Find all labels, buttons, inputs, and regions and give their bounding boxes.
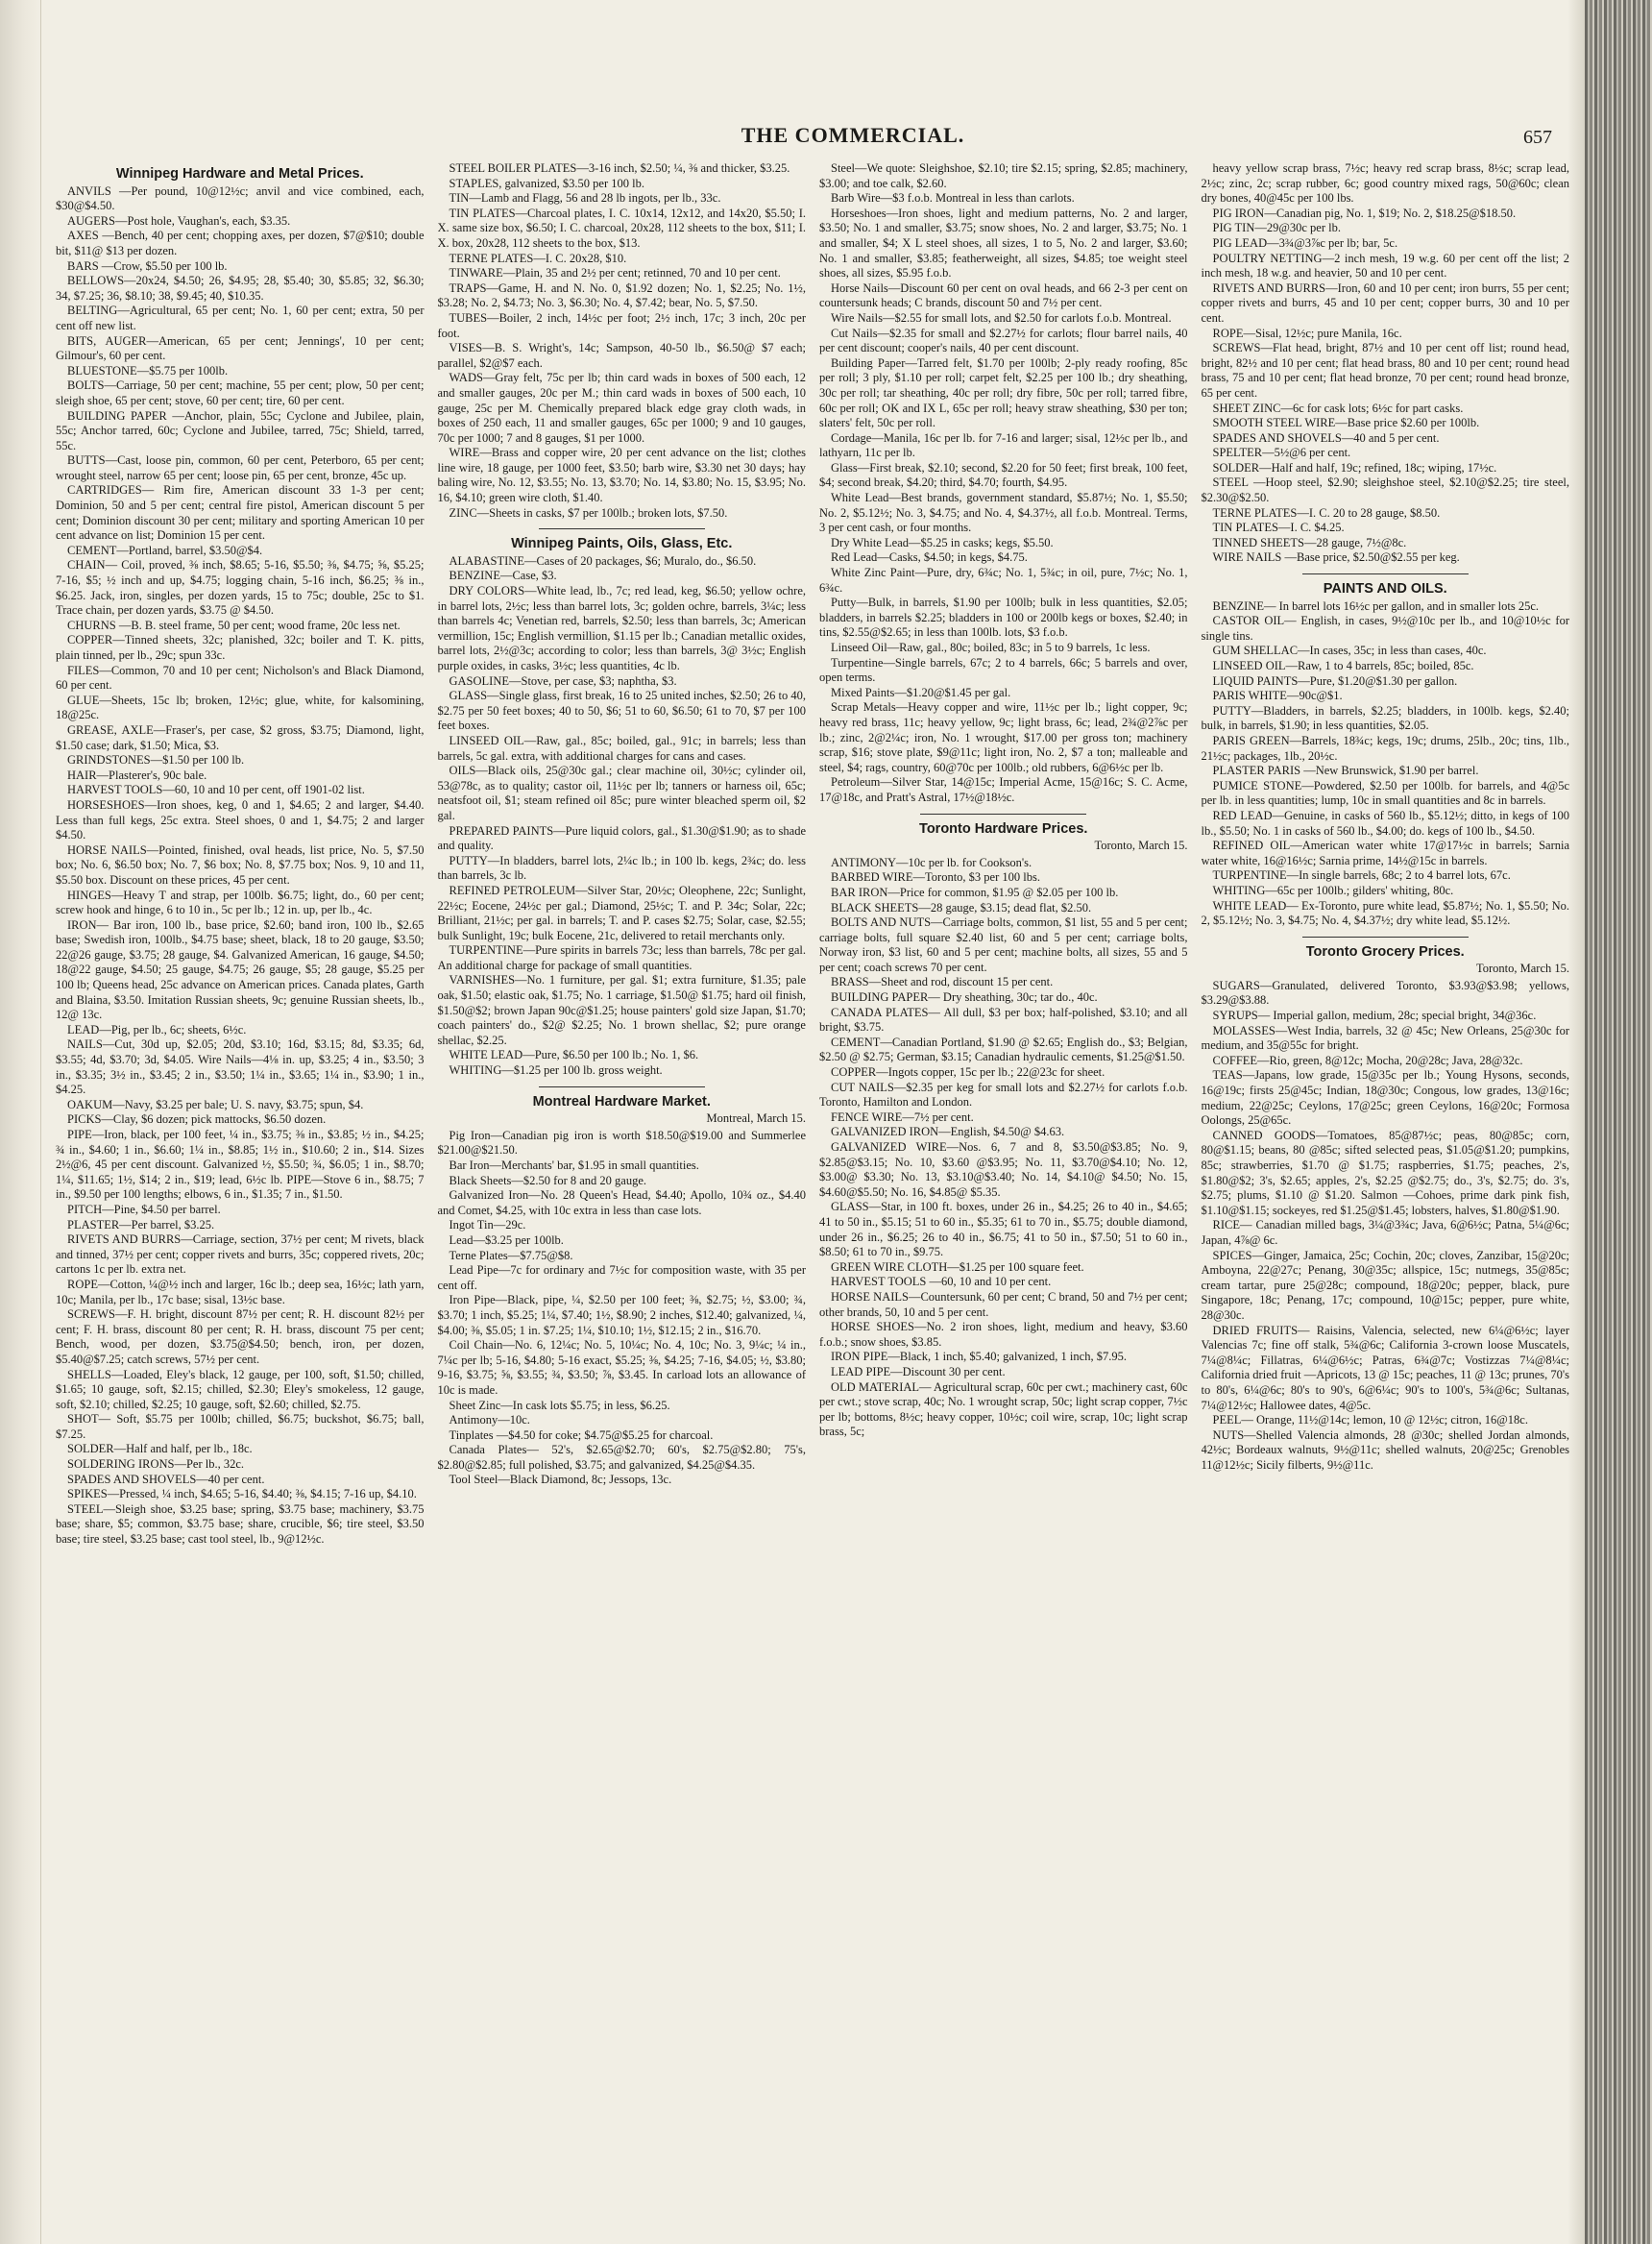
price-entry: BELLOWS—20x24, $4.50; 26, $4.95; 28, $5.40; 30, $5.85; 32, $6.30; 34, $7.25; 36, $8.10; 38, $9.45; 40, $10.35. xyxy=(56,274,425,303)
price-entry: Tinplates —$4.50 for coke; $4.75@$5.25 for charcoal. xyxy=(449,1427,714,1442)
price-entry: Canada Plates— 52's, $2.65@$2.70; 60's, $2.75@$2.80; 75's, $2.80@$2.85; full polished, $3.75; and galvanized, $4.25@$4.35. xyxy=(437,1443,806,1472)
page-gutter-shadow xyxy=(1567,0,1585,2244)
price-entry: WHITING—$1.25 per 100 lb. gross weight. xyxy=(449,1063,663,1078)
section-heading: Winnipeg Hardware and Metal Prices. xyxy=(115,166,364,182)
price-entry: WADS—Gray felt, 75c per lb; thin card wads in boxes of 500 each, 12 and smaller gauges, 20c per M.; thin card wads in boxes of 500 each, 10 gauge, 25c per M. Chemically prepared black edge gray cloth wads, in boxes of 250 each, 11 and smaller gauges, 65c per 1000; 9 and 10 gauges, 70c per 1000; 7 and 8 gauges, $1 per 1000. xyxy=(437,371,806,445)
price-entry: RED LEAD—Genuine, in casks of 560 lb., $5.12½; ditto, in kegs of 100 lb., $5.50; No. 1 in casks of 560 lb., $4.00; do. kegs of 100 lb., $4.50. xyxy=(1201,808,1569,838)
price-entry: PEEL— Orange, 11½@14c; lemon, 10 @ 12½c; citron, 16@18c. xyxy=(1212,1413,1528,1427)
price-entry: Coil Chain—No. 6, 12¼c; No. 5, 10¼c; No. 4, 10c; No. 3, 9¼c; ¼ in., 7¼c per lb; 5-16, $4.80; 5-16 exact, $5.25; ⅜, $4.25; 7-16, $4.05; ½, $3.80; 9-16, $3.75; ⅝, $3.55; ¾, $3.50; ⅞, $3.45. In carload lots an allowance of 10c is made. xyxy=(437,1338,806,1397)
column-3 xyxy=(819,161,1188,2217)
price-entry: GREASE, AXLE—Fraser's, per case, $2 gross, $3.75; Diamond, light, $1.50 case; dark, $1.50; Mica, $3. xyxy=(56,722,425,752)
price-entry: BOLTS AND NUTS—Carriage bolts, common, $1 list, 55 and 5 per cent; carriage bolts, full square $2.40 list, 60 and 5 per cent; carriage bolts, Norway iron, $3 list, 60 and 5 per cent; machine bolts, all sizes, 55 and 5 per cent; coach screws 70 per cent. xyxy=(819,915,1188,974)
price-entry: Steel—We quote: Sleighshoe, $2.10; tire $2.15; spring, $2.85; machinery, $3.00; and toe calk, $2.60. xyxy=(819,161,1188,190)
section-divider xyxy=(539,1086,705,1087)
page-title: THE COMMERCIAL. xyxy=(741,123,965,147)
price-entry: PIG TIN—29@30c per lb. xyxy=(1212,221,1341,235)
price-entry: TUBES—Boiler, 2 inch, 14½c per foot; 2½ inch, 17c; 3 inch, 20c per foot. xyxy=(437,310,806,340)
price-entry: IRON— Bar iron, 100 lb., base price, $2.60; band iron, 100 lb., $2.65 base; Swedish iron, 100lb., $4.75 base; sheet, black, 18 to 20 gauge, $3.50; 22@26 gauge, $3.75; 28 gauge, $4. Galvanized American, 16 gauge, $4.50; 18@22 gauge, $4.50; 25 gauge, $4.75; 26 gauge, $5; 28 gauge, $5.25 per 100 lb; Queens head, 25c advance on American prices. Canada plates, Garth and Blaina, $3.50. Imitation Russian sheets, 9c; genuine Russian sheets, lb., 12@ 13c. xyxy=(56,917,425,1022)
price-entry: RIVETS AND BURRS—Carriage, section, 37½ per cent; M rivets, black and tinned, 37½ per cent; copper rivets and burrs, 35c; coppered rivets, 20c; cartons 1c per lb. extra net. xyxy=(56,1232,425,1277)
price-entry: SPELTER—5½@6 per cent. xyxy=(1212,446,1351,460)
price-entry: Iron Pipe—Black, pipe, ¼, $2.50 per 100 feet; ⅜, $2.75; ½, $3.00; ¾, $3.70; 1 inch, $5.25; 1¼, $7.40; 1½, $8.90; 2 inches, $12.40; galvanized, ¼, $4.00; ⅜, $5.05; 1 in. $7.25; 1¼, $10.10; 1½, $12.15; 2 in., $16.70. xyxy=(437,1293,806,1337)
price-entry: SHEET ZINC—6c for cask lots; 6½c for part casks. xyxy=(1212,401,1464,415)
price-entry: Petroleum—Silver Star, 14@15c; Imperial Acme, 15@16c; S. C. Acme, 17@18c, and Pratt's Astral, 17½@18½c. xyxy=(819,775,1188,804)
price-entry: GLUE—Sheets, 15c lb; broken, 12½c; glue, white, for kalsomining, 18@25c. xyxy=(56,693,425,722)
price-entry: GALVANIZED IRON—English, $4.50@ $4.63. xyxy=(831,1125,1065,1139)
price-entry: RIVETS AND BURRS—Iron, 60 and 10 per cent; iron burrs, 55 per cent; copper rivets and burrs, 45 and 10 per cent; copper burrs, 30 and 10 per cent. xyxy=(1201,280,1569,325)
price-entry: BUILDING PAPER —Anchor, plain, 55c; Cyclone and Jubilee, plain, 55c; Anchor tarred, 60c; Cyclone and Jubilee, tarred, 75c; Shield, tarred, 55c. xyxy=(56,408,425,452)
price-entry: Red Lead—Casks, $4.50; in kegs, $4.75. xyxy=(831,550,1028,565)
price-entry: SHELLS—Loaded, Eley's black, 12 gauge, per 100, soft, $1.50; chilled, $1.65; 10 gauge, soft, $2.15; chilled, $2.30; Eley's smokeless, 12 gauge, soft, $2.10; chilled, $2.25; 10 gauge, soft, $2.60; chilled, $2.75. xyxy=(56,1367,425,1411)
price-entry: Lead—$3.25 per 100lb. xyxy=(449,1232,564,1247)
price-entry: PARIS GREEN—Barrels, 18¾c; kegs, 19c; drums, 25lb., 20c; tins, 1lb., 21½c; packages, 1lb., 20½c. xyxy=(1201,733,1569,763)
price-entry: PREPARED PAINTS—Pure liquid colors, gal., $1.30@$1.90; as to shade and quality. xyxy=(437,823,806,853)
price-entry: Dry White Lead—$5.25 in casks; kegs, $5.50. xyxy=(831,535,1054,549)
price-entry: AXES —Bench, 40 per cent; chopping axes, per dozen, $7@$10; double bit, $11@ $13 per dozen. xyxy=(56,229,425,257)
price-entry: CUT NAILS—$2.35 per keg for small lots and $2.27½ for carlots f.o.b. Toronto, Hamilton and London. xyxy=(819,1080,1188,1110)
price-entry: Lead Pipe—7c for ordinary and 7½c for composition waste, with 35 per cent off. xyxy=(437,1263,806,1292)
price-entry: CHURNS —B. B. steel frame, 50 per cent; wood frame, 20c less net. xyxy=(67,618,401,632)
price-entry: Black Sheets—$2.50 for 8 and 20 gauge. xyxy=(449,1173,647,1187)
price-entry: PIPE—Iron, black, per 100 feet, ¼ in., $3.75; ⅜ in., $3.85; ½ in., $4.25; ¾ in., $4.60; 1 in., $6.60; 1¼ in., $8.85; 1½ in., $10.60; 2 in., $14. Sizes 2½@6, 45 per cent discount. Galvanized ½, $5.50; ¾, $6.05; 1 in., $8.70; 1¼, $11.65; 1½, $14; 2 in., $19; lead, 6½c lb. PIPE—Stove 6 in., $8.75; 7 in., $9.50 per 100 lengths; elbows, 6 in., $1.35; 7 in., $1.50. xyxy=(56,1128,425,1202)
price-entry: TRAPS—Game, H. and N. No. 0, $1.92 dozen; No. 1, $2.25; No. 1½, $3.28; No. 2, $4.73; No. 3, $6.30; No. 4, $7.42; bear, No. 5, $7.50. xyxy=(437,280,806,310)
price-entry: PLASTER PARIS —New Brunswick, $1.90 per barrel. xyxy=(1212,764,1479,778)
price-entry: Terne Plates—$7.75@$8. xyxy=(449,1248,573,1262)
price-entry: REFINED OIL—American water white 17@17½c in barrels; Sarnia water white, 16@16½c; Sarnia prime, 14½@15c in barrels. xyxy=(1201,839,1569,867)
price-entry: ALABASTINE—Cases of 20 packages, $6; Muralo, do., $6.50. xyxy=(449,553,757,568)
price-entry: SPICES—Ginger, Jamaica, 25c; Cochin, 20c; cloves, Zanzibar, 15@20c; Amboyna, 22@27c; Penang, 30@35c; allspice, 15c; nutmegs, 35@85c; cream tartar, pure 25@28c; compound, 18@20c; pepper, black, pure Singapore, 18c; Penang, 17c; compound, 10@15c; pepper, pure white, 28@30c. xyxy=(1201,1248,1569,1322)
price-entry: PUTTY—In bladders, barrel lots, 2¼c lb.; in 100 lb. kegs, 2¾c; do. less than barrels, 3c lb. xyxy=(437,853,806,883)
price-entry: MOLASSES—West India, barrels, 32 @ 45c; New Orleans, 25@30c for medium, and 35@55c for bright. xyxy=(1201,1023,1569,1053)
price-entry: NAILS—Cut, 30d up, $2.05; 20d, $3.10; 16d, $3.15; 8d, $3.35; 6d, $3.55; 4d, $3.70; 3d, $4.05. Wire Nails—4⅛ in. up, $3.25; 4 in., $3.50; 3 in., $3.35; 3½ in., $3.45; 2 in., $3.50; 1¼ in., $3.65; 1¼ in., $3.90; 1 in., $4.25. xyxy=(56,1037,425,1097)
price-entry: BLACK SHEETS—28 gauge, $3.15; dead flat, $2.50. xyxy=(831,900,1092,915)
price-entry: GASOLINE—Stove, per case, $3; naphtha, $3. xyxy=(449,673,677,688)
price-entry: TERNE PLATES—I. C. 20x28, $10. xyxy=(449,251,627,265)
dateline: Montreal, March 15. xyxy=(706,1111,806,1126)
column-2 xyxy=(438,161,807,2217)
price-entry: SPADES AND SHOVELS—40 per cent. xyxy=(67,1472,265,1486)
price-entry: SPADES AND SHOVELS—40 and 5 per cent. xyxy=(1212,430,1440,445)
section-divider xyxy=(1302,937,1469,938)
price-entry: SOLDERING IRONS—Per lb., 32c. xyxy=(67,1457,245,1472)
price-entry: CARTRIDGES— Rim fire, American discount 33 1-3 per cent; Dominion, 50 and 5 per cent; central fire pistol, American discount 5 per cent; Dominion discount 30 per cent; military and sporting American 10 per cent advance on list; Dominion 15 per cent. xyxy=(56,483,425,543)
price-entry: Mixed Paints—$1.20@$1.45 per gal. xyxy=(831,685,1011,699)
price-entry: STEEL—Sleigh shoe, $3.25 base; spring, $3.75 base; machinery, $3.75 base; share, $5; common, $3.75 base; share, crucible, $6; tire steel, $3.50 base; tire steel, $3.25 base; cast tool steel, lb., 9@12½c. xyxy=(56,1501,425,1547)
price-entry: BENZINE— In barrel lots 16½c per gallon, and in smaller lots 25c. xyxy=(1212,598,1540,613)
price-entry: OLD MATERIAL— Agricultural scrap, 60c per cwt.; machinery cast, 60c per cwt.; stove scrap, 40c; No. 1 wrought scrap, 50c; light scrap copper, 7½c per lb; bottoms, 8½c; heavy copper, 10½c; coil wire, scrap, 10c; light scrap brass, 5c; xyxy=(819,1379,1188,1439)
price-entry: SYRUPS— Imperial gallon, medium, 28c; special bright, 34@36c. xyxy=(1212,1009,1537,1023)
section-divider xyxy=(1302,573,1469,574)
price-entry: BENZINE—Case, $3. xyxy=(449,569,557,583)
price-entry: VARNISHES—No. 1 furniture, per gal. $1; extra furniture, $1.35; pale oak, $1.50; elastic oak, $1.75; No. 1 carriage, $1.50@ $1.75; hard oil finish, $1.50@$2; brown Japan 90c@$1.25; house painters' gold size Japan, $1.70; coach painters' do., $2@ $2.25; No. 1 brown shellac, $2; pure orange shellac, $2.25. xyxy=(437,973,806,1047)
price-entry: NUTS—Shelled Valencia almonds, 28 @30c; shelled Jordan almonds, 42½c; Bordeaux walnuts, 9½@11c; shelled walnuts, 20@25c; Grenobles 11@12½c; Sicily filberts, 9½@11c. xyxy=(1201,1427,1569,1472)
price-entry: Barb Wire—$3 f.o.b. Montreal in less than carlots. xyxy=(831,191,1075,206)
price-entry: CASTOR OIL— English, in cases, 9½@10c per lb., and 10@10½c for single tins. xyxy=(1201,614,1569,643)
book-edge xyxy=(1585,0,1652,2244)
price-entry: LEAD PIPE—Discount 30 per cent. xyxy=(831,1364,1006,1378)
price-entry: GLASS—Single glass, first break, 16 to 25 united inches, $2.50; 26 to 40, $2.75 per 50 feet boxes; 40 to 50, $6; 51 to 60, $6.50; 61 to 70, $7 per 100 feet boxes. xyxy=(437,689,806,733)
price-entry: Linseed Oil—Raw, gal., 80c; boiled, 83c; in 5 to 9 barrels, 1c less. xyxy=(831,641,1151,654)
price-entry: BUTTS—Cast, loose pin, common, 60 per cent, Peterboro, 65 per cent; wrought steel, narrow 65 per cent; loose pin, 65 per cent, bronze, 45c up. xyxy=(56,453,425,482)
price-entry: COPPER—Tinned sheets, 32c; planished, 32c; boiler and T. K. pitts, plain tinned, per lb., 29c; spun 33c. xyxy=(56,633,425,662)
price-entry: Pig Iron—Canadian pig iron is worth $18.50@$19.00 and Summerlee $21.00@$21.50. xyxy=(437,1128,806,1158)
price-entry: VISES—B. S. Wright's, 14c; Sampson, 40-50 lb., $6.50@ $7 each; parallel, $2@$7 each. xyxy=(437,341,806,370)
price-entry: LINSEED OIL—Raw, 1 to 4 barrels, 85c; boiled, 85c. xyxy=(1212,659,1474,672)
price-entry: Cut Nails—$2.35 for small and $2.27½ for carlots; flour barrel nails, 40 per cent discount; cooper's nails, 40 per cent discount. xyxy=(819,326,1188,355)
price-entry: ANTIMONY—10c per lb. for Cookson's. xyxy=(831,855,1032,869)
price-entry: SHOT— Soft, $5.75 per 100lb; chilled, $6.75; buckshot, $6.75; ball, $7.25. xyxy=(56,1412,425,1441)
price-entry: GREEN WIRE CLOTH—$1.25 per 100 square feet. xyxy=(831,1259,1084,1274)
dateline: Toronto, March 15. xyxy=(1094,839,1188,853)
price-entry: TURPENTINE—In single barrels, 68c; 2 to 4 barrel lots, 67c. xyxy=(1212,868,1511,883)
price-entry: HARVEST TOOLS—60, 10 and 10 per cent, off 1901-02 list. xyxy=(67,783,365,797)
price-entry: TIN PLATES—Charcoal plates, I. C. 10x14, 12x12, and 14x20, $5.50; I. X. same size box, $6.50; I. C. charcoal, 20x28, 112 sheets to the box, $11; I. X. box, 20x28, 112 sheets to the box, $13. xyxy=(437,206,806,250)
section-heading: Toronto Hardware Prices. xyxy=(919,820,1088,837)
price-entry: BITS, AUGER—American, 65 per cent; Jennings', 10 per cent; Gilmour's, 60 per cent. xyxy=(56,333,425,363)
price-entry: BUILDING PAPER— Dry sheathing, 30c; tar do., 40c. xyxy=(831,990,1098,1005)
price-entry: HORSE SHOES—No. 2 iron shoes, light, medium and heavy, $3.60 f.o.b.; snow shoes, $3.85. xyxy=(819,1320,1188,1349)
column-1 xyxy=(56,161,425,2217)
page-number: 657 xyxy=(1523,127,1552,148)
price-entry: SPIKES—Pressed, ¼ inch, $4.65; 5-16, $4.40; ⅜, $4.15; 7-16 up, $4.10. xyxy=(67,1487,417,1501)
section-divider xyxy=(920,814,1086,815)
price-entry: GLASS—Star, in 100 ft. boxes, under 26 in., $4.25; 26 to 40 in., $4.65; 41 to 50 in., $5.15; 51 to 60 in., $5.35; 61 to 70 in., $5.75; double diamond, under 26 in., $6.25; 26 to 40 in., $6.75; 41 to 50 in., $7.50; 51 to 60 in., $8.50; 61 to 70 in., $9.75. xyxy=(819,1200,1188,1259)
price-entry: CANNED GOODS—Tomatoes, 85@87½c; peas, 80@85c; corn, 80@$1.15; beans, 80 @85c; sifted selected peas, $1.05@$1.20; pumpkins, 85c; strawberries, $1.70 @ $1.75; raspberries, $1.75; peaches, 2's, $1.80@$2; 3's, $2.65; apples, 2's, $2.25 @$2.75; do., 3's, $2.75; do. 3's, $2.75; plums, $1.10 @ $1.20. Salmon —Cohoes, prime dark pink fish, $1.10@$1.15; sockeyes, red $1.25@$1.45; lobsters, halves, $1.80@$1.90. xyxy=(1201,1128,1569,1217)
price-entry: OILS—Black oils, 25@30c gal.; clear machine oil, 30½c; cylinder oil, 53@78c, as to quality; castor oil, 11½c per lb; tanners or harness oil, 65c; neatsfoot oil, $1; steam refined oil 85c; pure winter bleached sperm oil, $2 gal. xyxy=(437,764,806,822)
price-entry: Cordage—Manila, 16c per lb. for 7-16 and larger; sisal, 12½c per lb., and lathyarn, 11c per lb. xyxy=(819,430,1188,460)
section-heading: PAINTS AND OILS. xyxy=(1323,581,1447,598)
price-entry: White Zinc Paint—Pure, dry, 6¾c; No. 1, 5¾c; in oil, pure, 7½c; No. 1, 6¾c. xyxy=(819,566,1188,595)
price-entry: PICKS—Clay, $6 dozen; pick mattocks, $6.50 dozen. xyxy=(67,1112,327,1127)
price-entry: DRIED FRUITS— Raisins, Valencia, selected, new 6¼@6½c; layer Valencias 7c; fine off stalk, 5¾@6c; California 3-crown loose Muscatels, 7¼@8¼c; Fillatras, 6¼@6½c; Patras, 6¾@7c; Vostizzas 7¼@8¼c; California dried fruit —Apricots, 13 @ 15c; peaches, 11 @ 13c; prunes, 70's to 80's, 6¼@6c; 80's to 90's, 6@6¼c; 90's to 100's, 5¾@6c; Sultanas, 7¼@12½c; Hallowee dates, 4@5c. xyxy=(1201,1323,1569,1412)
price-entry: WHITING—65c per 100lb.; gilders' whiting, 80c. xyxy=(1212,883,1454,897)
price-entry: ROPE—Cotton, ¼@½ inch and larger, 16c lb.; deep sea, 16½c; lath yarn, 10c; Manila, per lb., 17c base; sisal, 13½c base. xyxy=(56,1277,425,1306)
price-entry: STAPLES, galvanized, $3.50 per 100 lb. xyxy=(449,176,644,190)
price-entry: SCREWS—F. H. bright, discount 87½ per cent; R. H. discount 82½ per cent; F. H. brass, discount 80 per cent; R. H. brass, discount 75 per cent; Bench, wood, per dozen, $3.75@$4.50; bench, iron, per dozen, $5.40@$7.25; catch screws, 57½ per cent. xyxy=(56,1307,425,1366)
price-entry: TERNE PLATES—I. C. 20 to 28 gauge, $8.50. xyxy=(1212,505,1441,520)
price-entry: Horse Nails—Discount 60 per cent on oval heads, and 66 2-3 per cent on countersunk heads; C brands, discount 50 and 7½ per cent. xyxy=(819,280,1188,310)
left-page-edge xyxy=(0,0,41,2244)
price-entry: BELTING—Agricultural, 65 per cent; No. 1, 60 per cent; extra, 50 per cent off new list. xyxy=(56,304,425,332)
price-entry: SOLDER—Half and half, 19c; refined, 18c; wiping, 17½c. xyxy=(1212,460,1497,475)
price-entry: Scrap Metals—Heavy copper and wire, 11½c per lb.; light copper, 9c; heavy red brass, 11c; heavy yellow, 9c; light brass, 6c; lead, 2¾@2⅞c per lb.; zinc, 2@2¼c; iron, No. 1 wrought, $17.00 per gross ton; machinery scrap, $16; stove plate, $9@11c; light iron, No. 2, $7 a ton; malleable and steel, $4; rags, country, 60@70c per 100lb.; old rubbers, 6@6½c per lb. xyxy=(819,700,1188,774)
price-entry: CEMENT—Portland, barrel, $3.50@$4. xyxy=(67,543,263,557)
price-entry: Galvanized Iron—No. 28 Queen's Head, $4.40; Apollo, 10¾ oz., $4.40 and Comet, $4.25, with 10c extra in less than case lots. xyxy=(437,1188,806,1217)
dateline: Toronto, March 15. xyxy=(1475,962,1569,976)
price-entry: WHITE LEAD—Pure, $6.50 per 100 lb.; No. 1, $6. xyxy=(449,1048,699,1062)
price-entry: BAR IRON—Price for common, $1.95 @ $2.05 per 100 lb. xyxy=(831,885,1119,899)
section-heading: Winnipeg Paints, Oils, Glass, Etc. xyxy=(511,536,733,552)
price-entry: TEAS—Japans, low grade, 15@35c per lb.; Young Hysons, seconds, 16@19c; firsts 25@45c; Indian, 18@30c; Congous, low grades, 13@16c; medium, 22@25c; Ceylons, 17@25c; green Ceylons, 16@20c; Formosa Oolongs, 25@65c. xyxy=(1201,1068,1569,1128)
price-entry: GRINDSTONES—$1.50 per 100 lb. xyxy=(67,753,245,768)
price-entry: BLUESTONE—$5.75 per 100lb. xyxy=(67,363,229,378)
price-entry: WIRE—Brass and copper wire, 20 per cent advance on the list; clothes line wire, 18 gauge, per 1000 feet, $3.50; barb wire, $3.30 net 30 days; hay baling wire, No. 12, $3.55; No. 13, $3.70; No. 14, $3.80; No. 15, $3.95; No. 16, $4.10; green wire cloth, $1.40. xyxy=(437,446,806,505)
price-entry: BRASS—Sheet and rod, discount 15 per cent. xyxy=(831,975,1054,989)
price-entry: DRY COLORS—White lead, lb., 7c; red lead, keg, $6.50; yellow ochre, in barrel lots, 2½c; less than barrel lots, 3c; golden ochre, barrels, 3¼c; less than barrels 4c; Venetian red, barrels, $2.50; less than barrels, 3c; American vermillion, 15c; English vermillion, $1.15 per lb.; Canadian metallic oxides, barrel lots, 2½@3c; according to color; less than barrels, 3@ 3½c; English purple oxides, in casks, 3½c; less quantities, 4c lb. xyxy=(437,584,806,672)
price-entry: PUMICE STONE—Powdered, $2.50 per 100lb. for barrels, and 4@5c per lb. in less quantities; lump, 10c in small quantities and 8c in barrels. xyxy=(1201,778,1569,808)
price-entry: GUM SHELLAC—In cases, 35c; in less than cases, 40c. xyxy=(1212,644,1487,658)
price-entry: COFFEE—Rio, green, 8@12c; Mocha, 20@28c; Java, 28@32c. xyxy=(1212,1053,1523,1067)
price-entry: POULTRY NETTING—2 inch mesh, 19 w.g. 60 per cent off the list; 2 inch mesh, 18 w.g. and heavier, 50 and 10 per cent. xyxy=(1201,251,1569,280)
price-entry: TIN—Lamb and Flagg, 56 and 28 lb ingots, per lb., 33c. xyxy=(449,191,721,206)
price-entry: TURPENTINE—Pure spirits in barrels 73c; less than barrels, 78c per gal. An additional charge for package of small quantities. xyxy=(437,943,806,972)
price-entry: PIG IRON—Canadian pig, No. 1, $19; No. 2, $18.25@$18.50. xyxy=(1212,206,1517,220)
price-entry: BARS —Crow, $5.50 per 100 lb. xyxy=(67,258,228,273)
price-entry: SOLDER—Half and half, per lb., 18c. xyxy=(67,1442,253,1456)
price-entry: ROPE—Sisal, 12½c; pure Manila, 16c. xyxy=(1212,326,1402,340)
price-entry: LIQUID PAINTS—Pure, $1.20@$1.30 per gallon. xyxy=(1212,673,1458,688)
price-entry: WIRE NAILS —Base price, $2.50@$2.55 per keg. xyxy=(1212,550,1460,565)
price-entry: FENCE WIRE—7½ per cent. xyxy=(831,1110,974,1124)
price-entry: OAKUM—Navy, $3.25 per bale; U. S. navy, $3.75; spun, $4. xyxy=(67,1097,364,1111)
section-divider xyxy=(539,528,705,529)
price-entry: Putty—Bulk, in barrels, $1.90 per 100lb; bulk in less quantities, $2.05; bladders, in barrels $2.25; bladders in 100 or 200lb kegs or boxes, $2.40; in tins, $2.55@$2.65; in less than 100lb. lots, $3 f.o.b. xyxy=(819,596,1188,640)
price-entry: CANADA PLATES— All dull, $3 per box; half-polished, $3.10; and all bright, $3.75. xyxy=(819,1005,1188,1035)
price-entry: IRON PIPE—Black, 1 inch, $5.40; galvanized, 1 inch, $7.95. xyxy=(831,1350,1127,1364)
price-entry: REFINED PETROLEUM—Silver Star, 20½c; Oleophene, 22c; Sunlight, 22½c; Eocene, 24½c per gal.; Diamond, 25½c; T. and P. 34c; Solar, 22c; Brilliant, 21½c; per gal. in barrels; T. and P. cases $2.75; Solar, case, $2.55; bulk Sunlight, 19c; bulk Eocene, 21c, delivered to retail merchants only. xyxy=(437,883,806,942)
price-entry: Antimony—10c. xyxy=(449,1413,530,1427)
price-entry: White Lead—Best brands, government standard, $5.87½; No. 1, $5.50; No. 2, $5.12½; No. 3, $4.75; and No. 4, $4.37½, all f.o.b. Montreal. Terms, 3 per cent cash, or four months. xyxy=(819,491,1188,535)
price-entry: Wire Nails—$2.55 for small lots, and $2.50 for carlots f.o.b. Montreal. xyxy=(831,310,1172,325)
price-entry: RICE— Canadian milled bags, 3¼@3¾c; Java, 6@6½c; Patna, 5¼@6c; Japan, 4⅞@ 6c. xyxy=(1201,1218,1569,1247)
price-entry: heavy yellow scrap brass, 7½c; heavy red scrap brass, 8½c; scrap lead, 2½c; zinc, 2c; scrap rubber, 6c; good country mixed rags, 50@60c; clean dry bones, 40@45c per 100 lbs. xyxy=(1201,161,1569,206)
price-entry: Glass—First break, $2.10; second, $2.20 for 50 feet; first break, 100 feet, $4; second break, $4.20; third, $4.70; fourth, $4.95. xyxy=(819,460,1188,490)
price-entry: HAIR—Plasterer's, 90c bale. xyxy=(67,768,207,782)
price-entry: PLASTER—Per barrel, $3.25. xyxy=(67,1217,215,1232)
price-entry: Sheet Zinc—In cask lots $5.75; in less, $6.25. xyxy=(449,1398,670,1412)
price-entry: COPPER—Ingots copper, 15c per lb.; 22@23c for sheet. xyxy=(831,1065,1105,1080)
section-heading: Toronto Grocery Prices. xyxy=(1305,943,1465,960)
price-entry: WHITE LEAD— Ex-Toronto, pure white lead, $5.87½; No. 1, $5.50; No. 2, $5.12½; No. 3, $4.75; No. 4, $4.37½; dry white lead, $5.12½. xyxy=(1201,898,1569,928)
price-entry: PIG LEAD—3¾@3⅞c per lb; bar, 5c. xyxy=(1212,235,1398,250)
price-entry: HORSESHOES—Iron shoes, keg, 0 and 1, $4.65; 2 and larger, $4.40. Less than full kegs, 25c extra. Steel shoes, 0 and 1, $4.75; 2 and larger $4.50. xyxy=(56,797,425,842)
price-entry: Horseshoes—Iron shoes, light and medium patterns, No. 2 and larger, $3.50; No. 1 and smaller, $3.75; snow shoes, No. 2 and larger, $3.75; No. 1 and smaller, $4; X L steel shoes, all sizes, 1 to 5, No. 2 and larger, $3.60; No. 1 and smaller, $3.85; featherweight, all sizes, $4.85; toe weight steel shoes, all sizes, $5.95 f.o.b. xyxy=(819,206,1188,280)
price-entry: STEEL —Hoop steel, $2.90; sleighshoe steel, $2.10@$2.25; tire steel, $2.30@$2.50. xyxy=(1201,476,1569,505)
price-entry: SCREWS—Flat head, bright, 87½ and 10 per cent off list; round head, bright, 82½ and 10 per cent; flat head brass, 80 and 10 per cent; round head brass, 75 and 10 per cent; flat head bronze, 70 per cent; round head bronze, 65 per cent. xyxy=(1201,341,1569,400)
price-entry: BOLTS—Carriage, 50 per cent; machine, 55 per cent; plow, 50 per cent; sleigh shoe, 65 per cent; stove, 60 per cent; tire, 60 per cent. xyxy=(56,378,425,407)
price-entry: GALVANIZED WIRE—Nos. 6, 7 and 8, $3.50@$3.85; No. 9, $2.85@$3.15; No. 10, $3.60 @$3.95; No. 11, $3.70@$4.10; No. 12, $3.00@ $3.30; No. 13, $3.10@$3.40; No. 14, $4.10@ $4.50; No. 15, $4.60@$5.50; No. 16, $4.85@ $5.35. xyxy=(819,1140,1188,1199)
price-entry: CEMENT—Canadian Portland, $1.90 @ $2.65; English do., $3; Belgian, $2.50 @ $2.75; German, $3.15; Canadian hydraulic cements, $1.25@$1.50. xyxy=(819,1035,1188,1064)
price-entry: HINGES—Heavy T and strap, per 100lb. $6.75; light, do., 60 per cent; screw hook and hinge, 6 to 10 in., 5c per lb.; 12 in. up, per lb., 4c. xyxy=(56,888,425,917)
price-entry: TINNED SHEETS—28 gauge, 7½@8c. xyxy=(1212,535,1407,549)
price-entry: ZINC—Sheets in casks, $7 per 100lb.; broken lots, $7.50. xyxy=(449,505,728,520)
price-entry: STEEL BOILER PLATES—3-16 inch, $2.50; ¼, ⅜ and thicker, $3.25. xyxy=(449,161,790,175)
price-entry: Tool Steel—Black Diamond, 8c; Jessops, 13c. xyxy=(449,1473,672,1487)
price-entry: Turpentine—Single barrels, 67c; 2 to 4 barrels, 66c; 5 barrels and over, open terms. xyxy=(819,655,1188,685)
price-entry: Bar Iron—Merchants' bar, $1.95 in small quantities. xyxy=(449,1159,699,1172)
price-entry: HARVEST TOOLS —60, 10 and 10 per cent. xyxy=(831,1275,1052,1289)
price-entry: BARBED WIRE—Toronto, $3 per 100 lbs. xyxy=(831,870,1040,885)
price-entry: CHAIN— Coil, proved, ⅜ inch, $8.65; 5-16, $5.50; ⅜, $4.75; ⅝, $5.25; 7-16, $5; ½ inch and up, $4.75; logging chain, 5-16 inch, $6.25; ⅜ in., $6.25. Jack, iron, singles, per dozen yards, 15 to 75c; double, 25c to $1. Trace chain, per dozen yards, $3.75 @ $4.50. xyxy=(56,558,425,618)
section-heading: Montreal Hardware Market. xyxy=(532,1093,711,1110)
price-entry: LINSEED OIL—Raw, gal., 85c; boiled, gal., 91c; in barrels; less than barrels, 5c gal. extra, with additional charges for cans and cases. xyxy=(437,733,806,763)
column-4 xyxy=(1202,161,1570,2217)
newspaper-page xyxy=(56,115,1569,2229)
price-entry: TIN PLATES—I. C. $4.25. xyxy=(1212,521,1345,535)
price-entry: FILES—Common, 70 and 10 per cent; Nicholson's and Black Diamond, 60 per cent. xyxy=(56,663,425,693)
price-entry: LEAD—Pig, per lb., 6c; sheets, 6½c. xyxy=(67,1022,247,1037)
price-entry: AUGERS—Post hole, Vaughan's, each, $3.35. xyxy=(67,213,291,228)
price-entry: SUGARS—Granulated, delivered Toronto, $3.93@$3.98; yellows, $3.29@$3.88. xyxy=(1201,978,1569,1008)
price-entry: TINWARE—Plain, 35 and 2½ per cent; retinned, 70 and 10 per cent. xyxy=(449,266,781,280)
price-entry: SMOOTH STEEL WIRE—Base price $2.60 per 100lb. xyxy=(1212,416,1480,430)
price-entry: Ingot Tin—29c. xyxy=(449,1218,526,1232)
price-entry: ANVILS —Per pound, 10@12½c; anvil and vice combined, each, $30@$4.50. xyxy=(56,183,425,213)
text-columns xyxy=(56,161,1569,2217)
price-entry: Building Paper—Tarred felt, $1.70 per 100lb; 2-ply ready roofing, 85c per roll; 3 ply, $1.10 per roll; carpet felt, $2.25 per 100 lb.; dry sheathing, 30c per roll; tar sheathing, 40c per roll; dry fibre, 50c per roll; tarred fibre, 60c per roll; OK and IX L, 65c per roll; heavy straw sheathing, $30 per ton; slaters' felt, 50c per roll. xyxy=(819,355,1188,430)
price-entry: PARIS WHITE—90c@$1. xyxy=(1212,689,1343,703)
price-entry: HORSE NAILS—Pointed, finished, oval heads, list price, No. 5, $7.50 box; No. 6, $6.50 box; No. 7, $6 box; No. 8, $7.75 box; Nos. 9, 10 and 11, $5.50 box. Discount on these prices, 45 per cent. xyxy=(56,842,425,887)
price-entry: PUTTY—Bladders, in barrels, $2.25; bladders, in 100lb. kegs, $2.40; bulk, in barrels, $1.90; in less quantities, $2.05. xyxy=(1201,703,1569,733)
price-entry: HORSE NAILS—Countersunk, 60 per cent; C brand, 50 and 7½ per cent; other brands, 50, 10 and 5 per cent. xyxy=(819,1289,1188,1319)
price-entry: PITCH—Pine, $4.50 per barrel. xyxy=(67,1202,221,1216)
